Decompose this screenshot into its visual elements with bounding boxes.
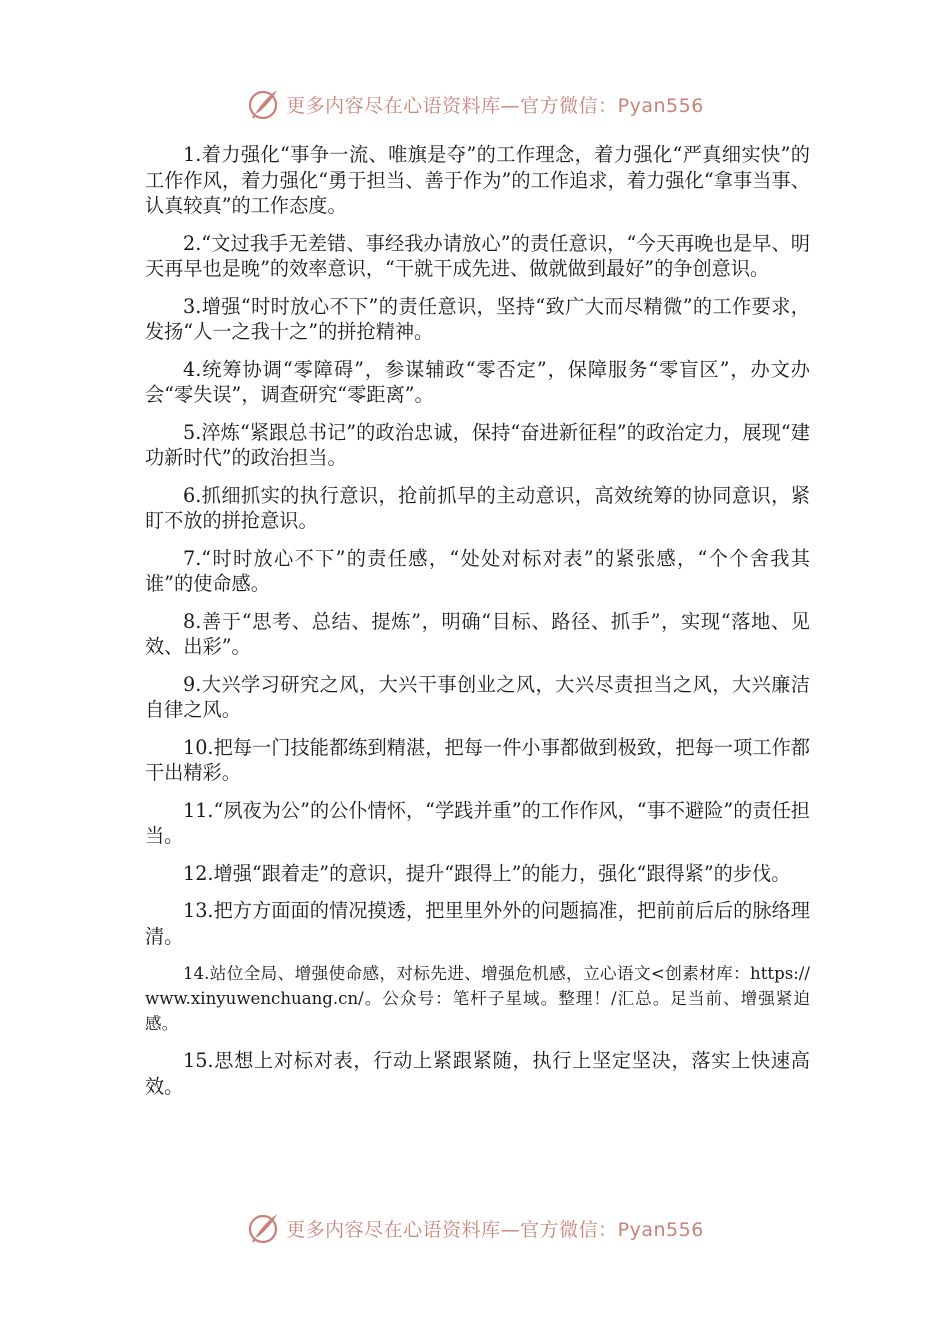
list-item-1: 1.着力强化“事争一流、唯旗是夺”的工作理念，着力强化“严真细实快”的工作作风，着力强化“勇于担当、善于作为”的工作追求，着力强化“拿事当事、认真较真”的工作态度。	[145, 143, 810, 217]
list-item-12: 12.增强“跟着走”的意识，提升“跟得上”的能力，强化“跟得紧”的步伐。	[183, 861, 791, 885]
document-body	[145, 142, 810, 1111]
list-item-2: 2.“文过我手无差错、事经我办请放心”的责任意识，“今天再晚也是早、明天再早也是晚”的效率意识，“干就干成先进、做就做到最好”的争创意识。	[145, 231, 810, 280]
list-item-15: 15.思想上对标对表，行动上紧跟紧随，执行上坚定坚决，落实上快速高效。	[145, 1049, 810, 1098]
list-item-6: 6.抓细抓实的执行意识，抢前抓早的主动意识，高效统筹的协同意识，紧盯不放的拼抢意识。	[145, 483, 810, 532]
list-item-5: 5.淬炼“紧跟总书记”的政治忠诚，保持“奋进新征程”的政治定力，展现“建功新时代”的政治担当。	[145, 420, 810, 469]
list-item-4: 4.统筹协调“零障碍”，参谋辅政“零否定”，保障服务“零盲区”，办文办会“零失误”，调查研究“零距离”。	[145, 357, 810, 406]
header-banner-text: 更多内容尽在心语资料库—官方微信：Pyan556	[286, 94, 704, 117]
list-item-9: 9.大兴学习研究之风，大兴干事创业之风，大兴尽责担当之风，大兴廉洁自律之风。	[145, 672, 810, 721]
list-item-13: 13.把方方面面的情况摸透，把里里外外的问题搞准，把前前后后的脉络理清。	[145, 899, 810, 948]
quill-pen-circle-icon	[246, 86, 282, 122]
list-item-11: 11.“夙夜为公”的公仆情怀，“学践并重”的工作作风，“事不避险”的责任担当。	[145, 798, 810, 847]
footer-banner-text: 更多内容尽在心语资料库—官方微信：Pyan556	[286, 1218, 704, 1241]
footer-banner	[0, 1206, 950, 1250]
list-item-10: 10.把每一门技能都练到精湛，把每一件小事都做到极致，把每一项工作都干出精彩。	[145, 735, 810, 784]
quill-pen-circle-icon	[246, 1210, 282, 1246]
list-item-3: 3.增强“时时放心不下”的责任意识，坚持“致广大而尽精微”的工作要求，发扬“人一之我十之”的拼抢精神。	[145, 294, 810, 343]
header-banner	[0, 82, 950, 126]
list-item-8: 8.善于“思考、总结、提炼”，明确“目标、路径、抓手”，实现“落地、见效、出彩”。	[145, 609, 810, 658]
list-item-14: 14.站位全局、增强使命感，对标先进、增强危机感，立心语文<创素材库：https://www.xinyuwenchuang.cn/。公众号：笔杆子星域。整理！/汇总。足当前、增强紧迫感。	[145, 964, 810, 1033]
list-item-7: 7.“时时放心不下”的责任感，“处处对标对表”的紧张感，“个个舍我其谁”的使命感。	[145, 546, 810, 595]
